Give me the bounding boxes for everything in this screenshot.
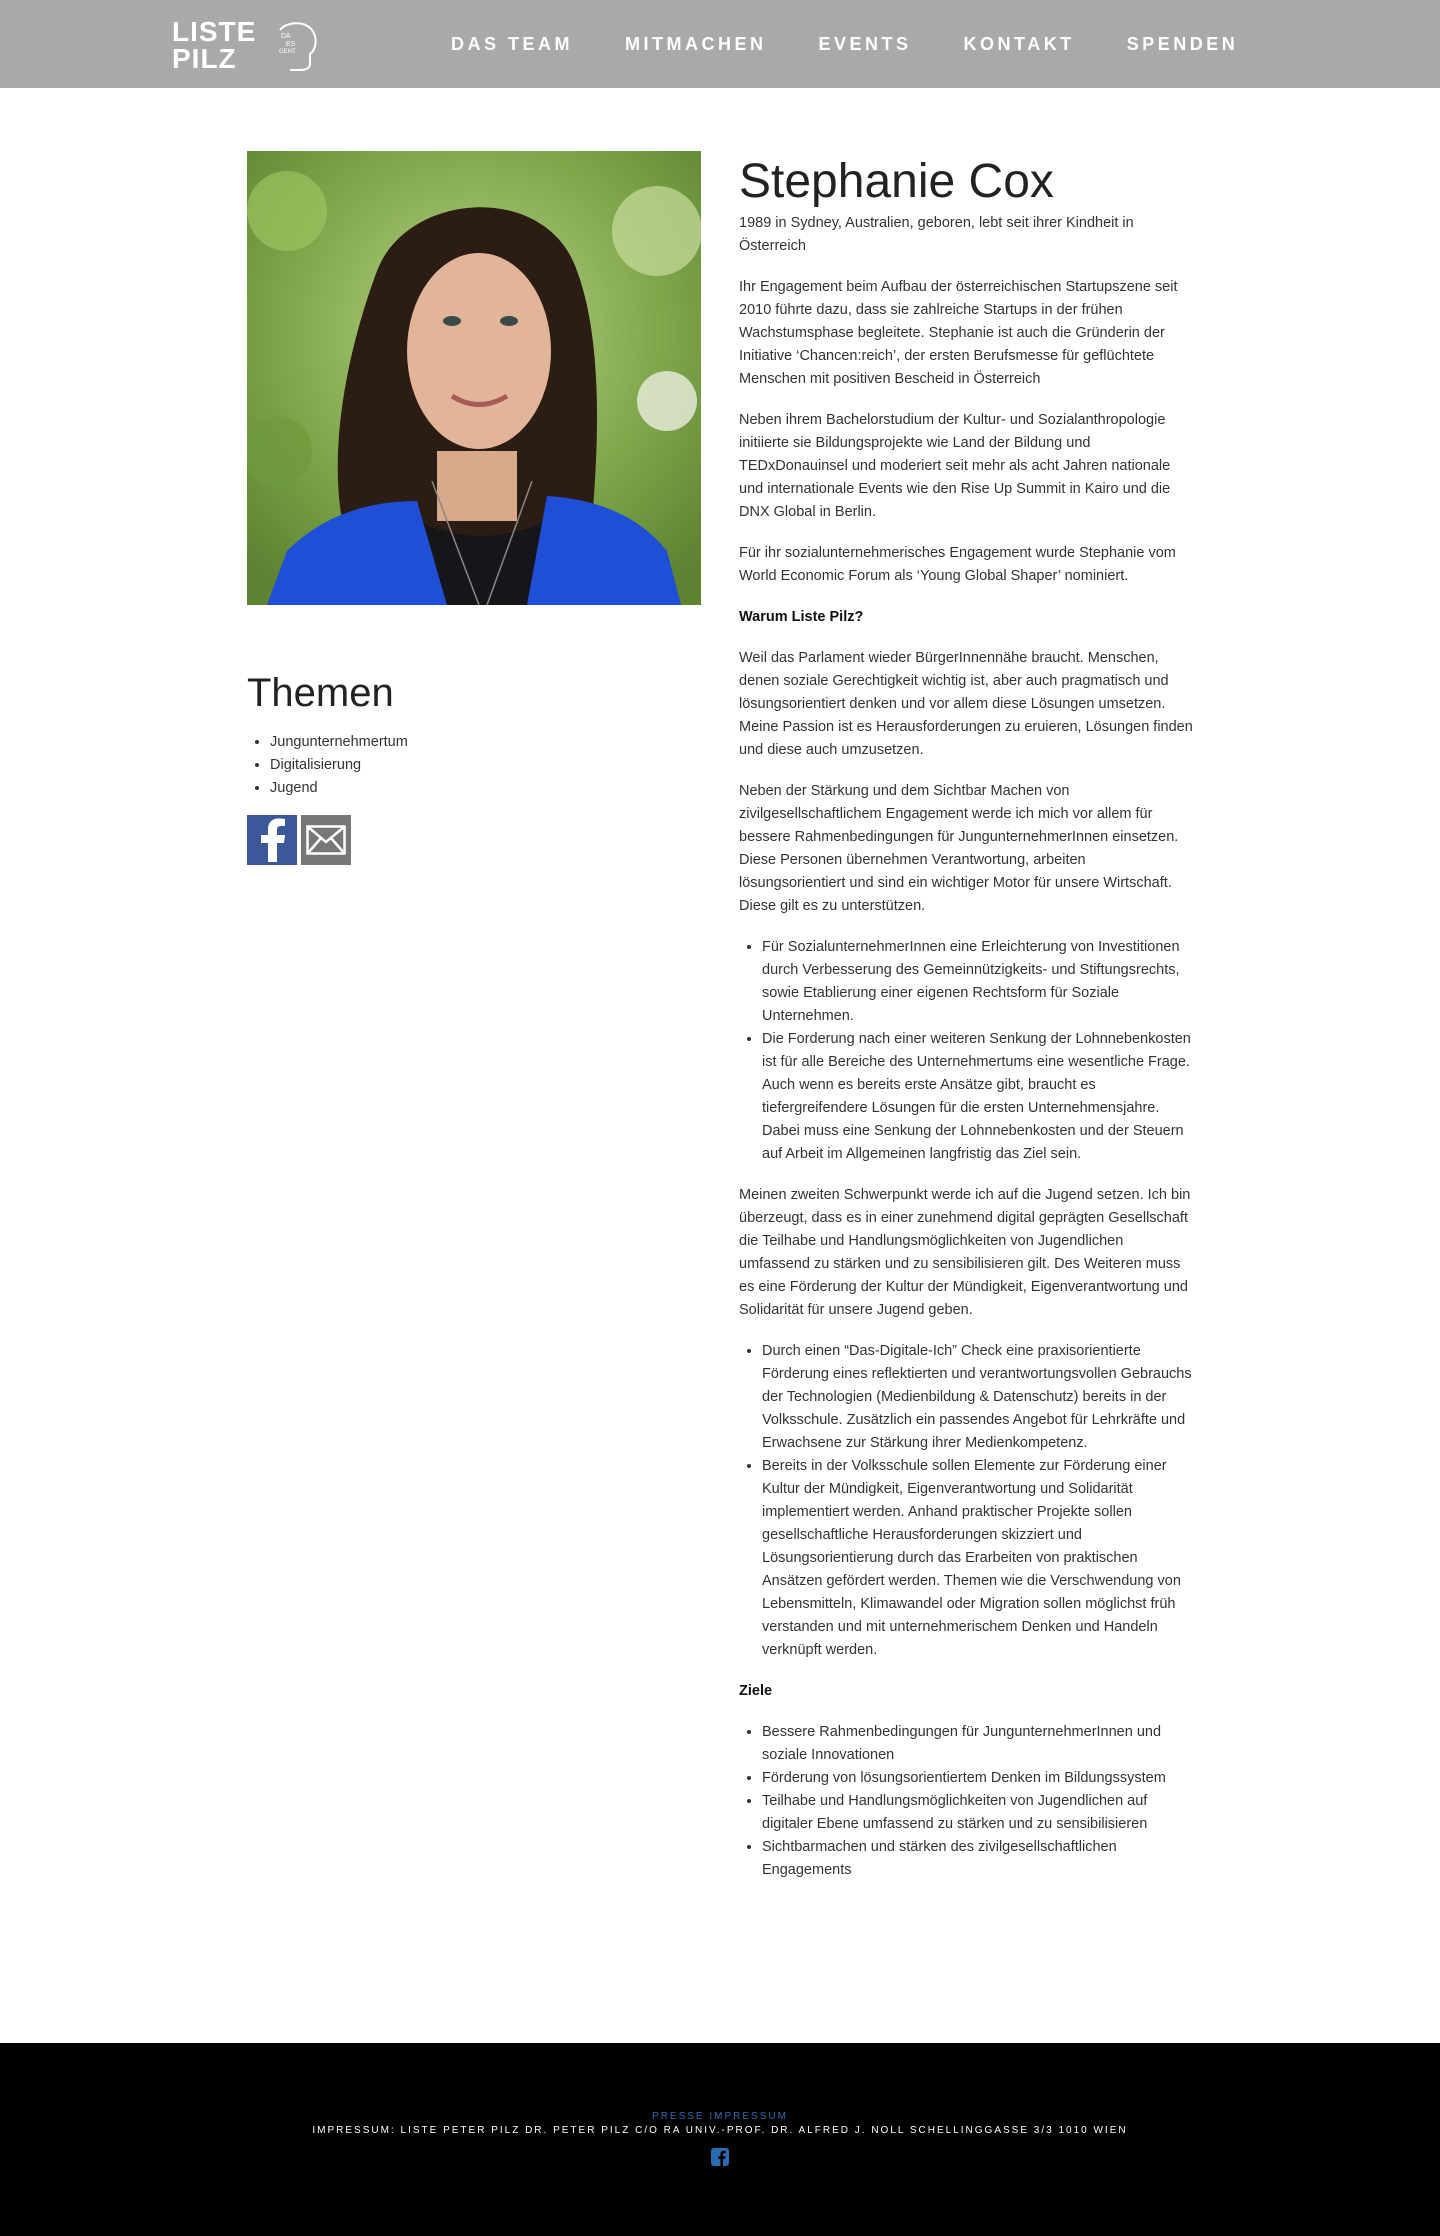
themen-heading: Themen xyxy=(247,671,394,715)
themen-item: • Digitalisierung xyxy=(270,754,408,777)
goals-heading-text: Ziele xyxy=(739,1683,773,1699)
list-item: • Für SozialunternehmerInnen eine Erleichterung von Investitionen durch Verbesserung des Gemeinnützigkeits- und Stiftungsrechts, sowie Etablierung einer eigenen Rechtsform für Soziale Unternehmen. xyxy=(762,936,1195,1028)
list-item: • Förderung von lösungsorientiertem Denken im Bildungssystem xyxy=(762,1767,1195,1790)
list-item: • Durch einen “Das-Digitale-Ich” Check eine praxisorientierte Förderung eines reflektierten und verantwortungsvollen Gebrauchs der Technologien (Medienbildung & Datenschutz) bereits in der Volksschule. Zusätzlich ein passendes Angebot für Lehrkräfte und Erwachsene zur Stärkung ihrer Medienkompetenz. xyxy=(762,1340,1195,1455)
footer-facebook-icon[interactable] xyxy=(711,2148,729,2166)
share-buttons xyxy=(247,815,351,865)
list-item: • Bereits in der Volksschule sollen Elemente zur Förderung einer Kultur der Mündigkeit, Eigenverantwortung und Solidarität implementiert werden. Anhand praktischer Projekte sollen gesellschaftliche Herausforderungen skizziert und Lösungsorientierung durch das Erarbeiten von praktischen Ansätzen gefördert werden. Themen wie die Verschwendung von Lebensmitteln, Klimawandel oder Migration sollen möglichst früh verstanden und mit unternehmerischem Denken und Handeln verknüpft werden. xyxy=(762,1455,1195,1662)
profile-photo-illustration xyxy=(247,151,701,605)
share-facebook-button[interactable] xyxy=(247,815,297,865)
mail-icon xyxy=(306,825,346,855)
profile-paragraph: Für ihr sozialunternehmerisches Engagement wurde Stephanie vom World Economic Forum als ‘Young Global Shaper’ nominiert. xyxy=(739,545,1176,584)
entrepreneur-list xyxy=(762,936,1195,1166)
goals-heading xyxy=(739,1680,1195,1703)
list-item: • Sichtbarmachen und stärken des zivilgesellschaftlichen Engagements xyxy=(762,1836,1195,1882)
goals-list xyxy=(762,1721,1195,1882)
svg-text:GEHT: GEHT xyxy=(279,49,296,55)
profile-photo xyxy=(247,151,701,605)
youth-list xyxy=(762,1340,1195,1662)
logo-wordmark xyxy=(172,18,256,72)
head-silhouette-icon xyxy=(272,20,322,76)
logo-line-2: PILZ xyxy=(172,43,237,74)
list-item: • Teilhabe und Handlungsmöglichkeiten von Jugendlichen auf digitaler Ebene umfassend zu stärken und zu sensibilisieren xyxy=(762,1790,1195,1836)
facebook-icon xyxy=(255,818,289,862)
themen-item: • Jungunternehmertum xyxy=(270,731,408,754)
profile-paragraph: Ihr Engagement beim Aufbau der österreichischen Startupszene seit 2010 führte dazu, dass sie zahlreiche Startups in der frühen Wachstumsphase begleitete. Stephanie ist auch die Gründerin der Initiative ‘Chancen:reich’, der ersten Berufsmesse für geflüchtete Menschen mit positiven Bescheid in Österreich xyxy=(739,279,1178,387)
list-item: • Bessere Rahmenbedingungen für JungunternehmerInnen und soziale Innovationen xyxy=(762,1721,1195,1767)
list-item: • Die Forderung nach einer weiteren Senkung der Lohnnebenkosten ist für alle Bereiche des Unternehmertums eine wesentliche Frage. Auch wenn es bereits erste Ansätze gibt, braucht es tiefergreifendere Lösungen für die ersten Unternehmensjahre. Dabei muss eine Senkung der Lohnnebenkosten und der Steuern auf Arbeit im Allgemeinen langfristig das Ziel sein. xyxy=(762,1028,1195,1166)
why-heading-text: Warum Liste Pilz? xyxy=(739,609,864,625)
nav-mitmachen[interactable]: MITMACHEN xyxy=(625,33,767,54)
svg-text:ES: ES xyxy=(286,41,296,48)
main-nav xyxy=(451,0,1238,88)
profile-content xyxy=(739,154,1195,1900)
themen-list xyxy=(270,731,408,800)
site-header xyxy=(0,0,1440,88)
footer-links[interactable]: PRESSE IMPRESSUM xyxy=(652,2111,788,2122)
why-heading xyxy=(739,606,1195,629)
svg-text:DA: DA xyxy=(281,33,291,40)
nav-kontakt[interactable]: KONTAKT xyxy=(963,33,1075,54)
site-footer xyxy=(0,2043,1440,2236)
main-content xyxy=(0,88,1440,2043)
site-logo[interactable] xyxy=(172,18,322,76)
logo-line-1: LISTE xyxy=(172,16,257,47)
nav-events[interactable]: EVENTS xyxy=(818,33,912,54)
footer-imprint: IMPRESSUM: LISTE PETER PILZ DR. PETER PILZ C/O RA UNIV.-PROF. DR. ALFRED J. NOLL SCHELLINGGASSE 3/3 1010 WIEN xyxy=(312,2125,1128,2136)
share-mail-button[interactable] xyxy=(301,815,351,865)
nav-spenden[interactable]: SPENDEN xyxy=(1126,33,1239,54)
themen-item: • Jugend xyxy=(270,777,408,800)
profile-paragraph: Neben der Stärkung und dem Sichtbar Machen von zivilgesellschaftlichem Engagement werde ich mich vor allem für bessere Rahmenbedingungen für JungunternehmerInnen einsetzen. Diese Personen übernehmen Verantwortung, arbeiten lösungsorientiert und sind ein wichtiger Motor für unsere Wirtschaft. Diese gilt es zu unterstützen. xyxy=(739,783,1179,914)
profile-name: Stephanie Cox xyxy=(739,155,1054,208)
profile-paragraph: Weil das Parlament wieder BürgerInnennähe braucht. Menschen, denen soziale Gerechtigkeit wichtig ist, aber auch pragmatisch und lösungsorientiert denken und vor allem diese Lösungen umsetzen. Meine Passion ist es Herausforderungen zu eruieren, Lösungen finden und diese auch umzusetzen. xyxy=(739,650,1193,758)
profile-paragraph: Neben ihrem Bachelorstudium der Kultur- und Sozialanthropologie initiierte sie Bildungsprojekte wie Land der Bildung und TEDxDonauinsel und moderiert seit mehr als acht Jahren nationale und internationale Events wie den Rise Up Summit in Kairo und die DNX Global in Berlin. xyxy=(739,412,1171,520)
profile-paragraph: Meinen zweiten Schwerpunkt werde ich auf die Jugend setzen. Ich bin überzeugt, dass es in einer zunehmend digital geprägten Gesellschaft die Teilhabe und Handlungsmöglichkeiten von Jugendlichen umfassend zu stärken und zu sensibilisieren gilt. Des Weiteren muss es eine Förderung der Kultur der Mündigkeit, Eigenverantwortung und Solidarität für unsere Jugend geben. xyxy=(739,1187,1191,1318)
profile-intro: 1989 in Sydney, Australien, geboren, lebt seit ihrer Kindheit in Österreich xyxy=(739,215,1134,254)
nav-das-team[interactable]: DAS TEAM xyxy=(451,33,573,54)
